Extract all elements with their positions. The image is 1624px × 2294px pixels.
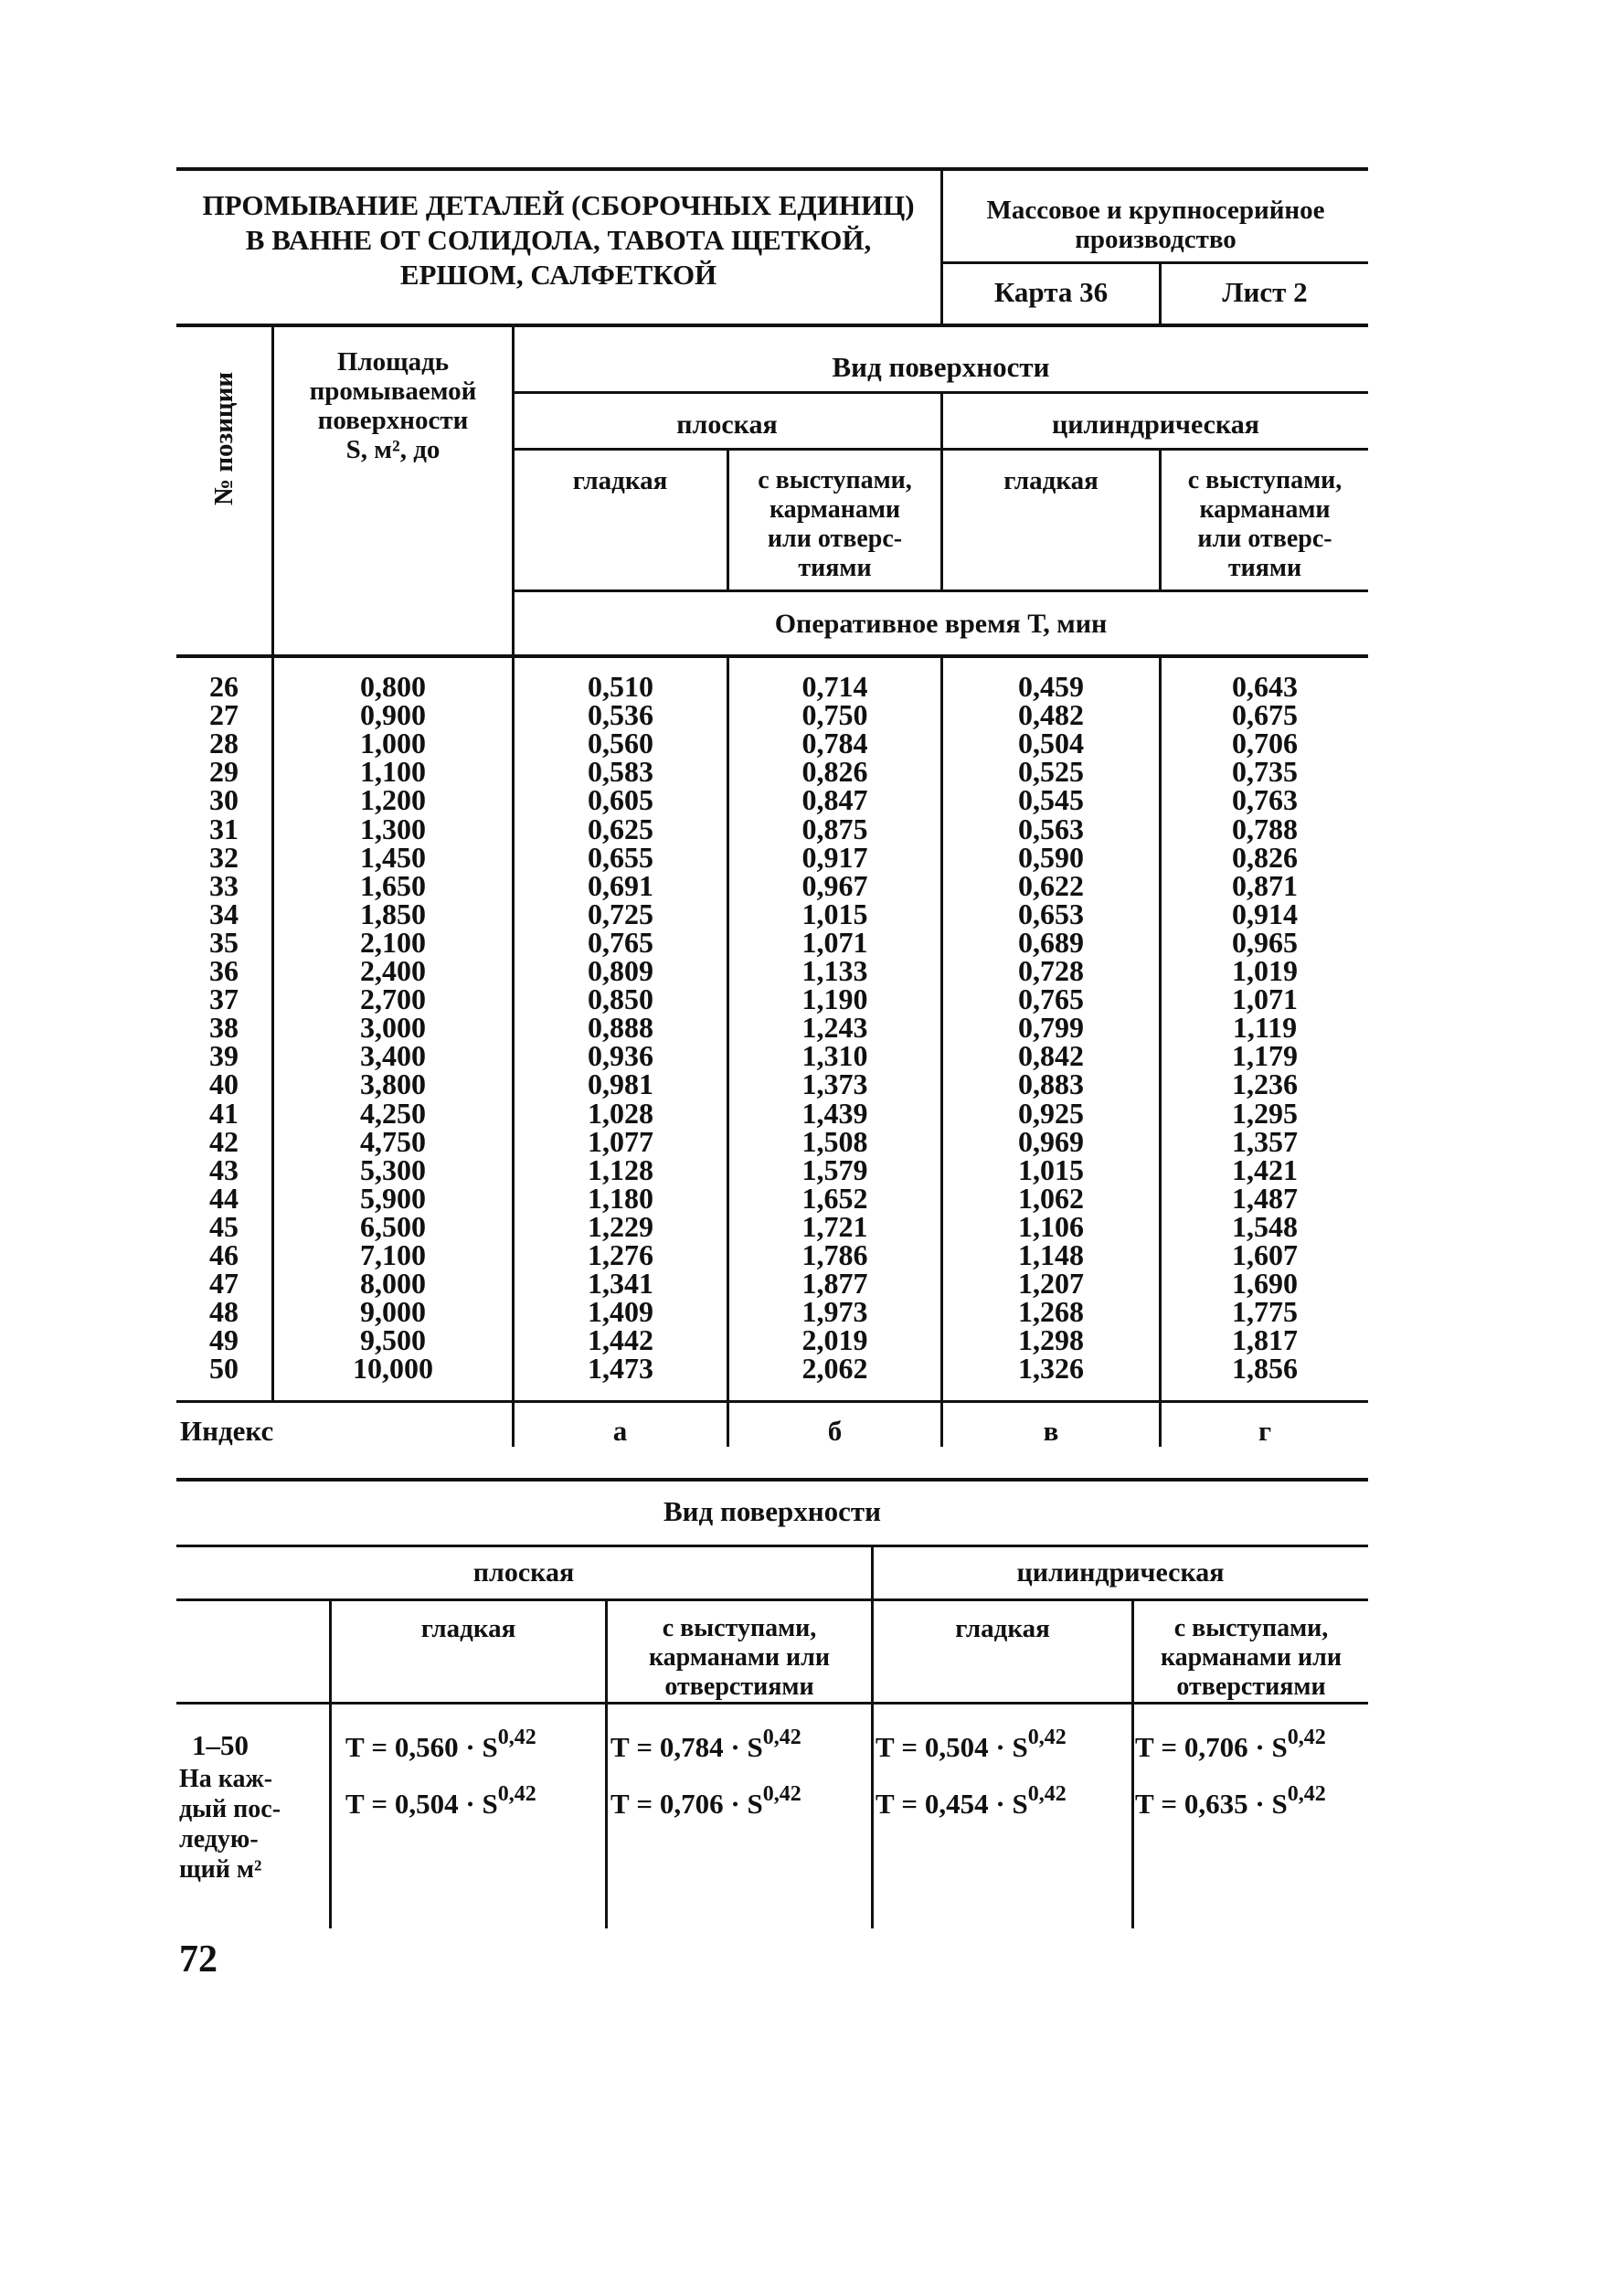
position-cell: 30 [209, 783, 239, 817]
value-a-cell: 0,583 [588, 755, 653, 789]
area-cell: 2,100 [360, 925, 426, 959]
proj-line: или отверс- [1197, 525, 1332, 553]
area-cell: 1,850 [360, 897, 426, 930]
value-v-cell: 0,925 [1018, 1096, 1084, 1130]
value-g-cell: 1,179 [1232, 1039, 1298, 1073]
value-a-cell: 0,981 [588, 1067, 653, 1101]
proj-line: с выступами, [1187, 466, 1343, 494]
value-g-cell: 0,826 [1232, 840, 1298, 874]
formula-exponent: 0,42 [497, 1782, 536, 1806]
value-v-cell: 0,504 [1018, 727, 1084, 760]
value-v-cell: 0,689 [1018, 925, 1084, 959]
value-g-cell: 0,871 [1232, 868, 1298, 902]
formula-variable: S [1271, 1788, 1288, 1820]
area-cell: 1,200 [360, 783, 426, 817]
formula-cyl-smooth: гладкая [955, 1614, 1050, 1643]
proj-line: с выступами, [758, 466, 912, 494]
value-g-cell: 1,690 [1232, 1267, 1298, 1301]
area-cell: 9,500 [360, 1323, 426, 1357]
position-cell: 33 [209, 868, 239, 902]
value-b-cell: 0,714 [801, 670, 868, 703]
formula-cyl-projections [1134, 1614, 1368, 1702]
position-cell: 47 [209, 1267, 239, 1301]
formula-row1-3 [1135, 1726, 1326, 1764]
rule-top [176, 167, 1368, 171]
value-b-cell: 1,133 [801, 954, 868, 987]
area-cell: 1,300 [360, 812, 426, 845]
area-cell: 1,100 [360, 755, 426, 789]
value-v-cell: 1,148 [1018, 1238, 1084, 1271]
formula-surface-type: Вид поверхности [663, 1495, 881, 1527]
formula-prefix: Т = 0,706 · [610, 1788, 748, 1820]
value-a-cell: 1,077 [588, 1124, 653, 1158]
value-a-cell: 0,510 [588, 670, 653, 703]
rule-header-bottom [176, 324, 1368, 327]
formula-prefix: Т = 0,504 · [876, 1731, 1013, 1763]
value-b-cell: 0,847 [801, 783, 868, 817]
value-a-cell: 1,409 [588, 1295, 653, 1329]
area-cell: 7,100 [360, 1238, 426, 1271]
value-a-cell: 1,128 [588, 1152, 653, 1186]
value-b-cell: 1,973 [801, 1295, 868, 1329]
area-cell: 3,800 [360, 1067, 426, 1101]
document-title [176, 188, 940, 292]
position-cell: 26 [209, 670, 239, 703]
value-a-cell: 0,765 [588, 925, 653, 959]
formula-variable: S [482, 1731, 498, 1763]
formula-prefix: Т = 0,504 · [345, 1788, 483, 1820]
flat-projections-header [729, 466, 940, 583]
position-cell: 39 [209, 1039, 239, 1073]
value-b-cell: 0,917 [801, 840, 868, 874]
value-v-cell: 1,015 [1018, 1152, 1084, 1186]
proj-line: карманами или [1160, 1643, 1343, 1672]
position-cell: 31 [209, 812, 239, 845]
position-cell: 35 [209, 925, 239, 959]
value-v-cell: 0,545 [1018, 783, 1084, 817]
position-cell: 41 [209, 1096, 239, 1130]
area-header-line: Площадь [336, 347, 450, 377]
value-g-cell: 1,548 [1232, 1209, 1298, 1243]
position-cell: 27 [209, 698, 239, 732]
value-a-cell: 0,655 [588, 840, 653, 874]
value-g-cell: 1,607 [1232, 1238, 1298, 1271]
position-cell: 40 [209, 1067, 239, 1101]
surface-type-header: Вид поверхности [832, 351, 1050, 383]
value-v-cell: 1,207 [1018, 1267, 1084, 1301]
position-cell: 32 [209, 840, 239, 874]
value-g-cell: 0,965 [1232, 925, 1298, 959]
each-next-line: дый пос- [179, 1795, 281, 1823]
formula-row2-1 [610, 1782, 801, 1821]
value-a-cell: 0,809 [588, 954, 653, 987]
area-cell: 1,650 [360, 868, 426, 902]
each-next-line: щий м² [179, 1855, 262, 1884]
formula-cylindrical: цилиндрическая [1016, 1557, 1225, 1588]
title-line: ПРОМЫВАНИЕ ДЕТАЛЕЙ (СБОРОЧНЫХ ЕДИНИЦ) [202, 189, 915, 221]
value-g-cell: 1,236 [1232, 1067, 1298, 1101]
value-g-cell: 1,421 [1232, 1152, 1298, 1186]
value-g-cell: 1,817 [1232, 1323, 1298, 1357]
value-v-cell: 1,268 [1018, 1295, 1084, 1329]
formula-rule-3 [176, 1598, 1368, 1601]
position-cell: 49 [209, 1323, 239, 1357]
formula-prefix: Т = 0,706 · [1135, 1731, 1272, 1763]
formula-prefix: Т = 0,635 · [1135, 1788, 1272, 1820]
formula-row2-2 [876, 1782, 1067, 1821]
value-g-cell: 0,706 [1232, 727, 1298, 760]
position-cell: 48 [209, 1295, 239, 1329]
proj-line: с выступами, [662, 1614, 817, 1642]
value-a-cell: 0,850 [588, 982, 653, 1016]
formula-col-1 [329, 1601, 332, 1928]
position-cell: 34 [209, 897, 239, 930]
value-g-cell: 0,914 [1232, 897, 1298, 930]
value-b-cell: 1,439 [801, 1096, 868, 1130]
area-cell: 2,400 [360, 954, 426, 987]
value-b-cell: 2,062 [801, 1352, 868, 1386]
value-v-cell: 1,326 [1018, 1352, 1084, 1386]
each-next-line: На каж- [179, 1765, 273, 1793]
index-g: г [1258, 1415, 1272, 1447]
value-a-cell: 1,473 [588, 1352, 653, 1386]
value-b-cell: 0,750 [801, 698, 868, 732]
each-next-line: ледую- [179, 1825, 259, 1853]
formula-exponent: 0,42 [762, 1726, 801, 1749]
formula-variable: S [482, 1788, 498, 1820]
cylindrical-header: цилиндрическая [1051, 409, 1260, 440]
area-cell: 5,900 [360, 1181, 426, 1215]
value-v-cell: 0,728 [1018, 954, 1084, 987]
value-g-cell: 1,487 [1232, 1181, 1298, 1215]
area-header-line: поверхности [317, 406, 469, 435]
proj-line: с выступами, [1173, 1614, 1329, 1642]
index-tick-1 [512, 1403, 515, 1447]
value-b-cell: 1,579 [801, 1152, 868, 1186]
formula-prefix: Т = 0,784 · [610, 1731, 748, 1763]
value-g-cell: 1,775 [1232, 1295, 1298, 1329]
title-line: В ВАННЕ ОТ СОЛИДОЛА, ТАВОТА ЩЕТКОЙ, [245, 224, 872, 256]
area-header-line: S, м², до [345, 435, 440, 464]
value-v-cell: 0,482 [1018, 698, 1084, 732]
cyl-smooth-header: гладкая [1003, 466, 1099, 495]
value-b-cell: 0,875 [801, 812, 868, 845]
production-line: производство [1075, 225, 1237, 254]
area-cell: 1,450 [360, 840, 426, 874]
area-column-header [274, 347, 512, 464]
value-b-cell: 1,015 [801, 897, 868, 930]
formula-flat: плоская [472, 1557, 575, 1588]
title-line: ЕРШОМ, САЛФЕТКОЙ [399, 259, 717, 291]
area-cell: 8,000 [360, 1267, 426, 1301]
value-b-cell: 1,652 [801, 1181, 868, 1215]
value-v-cell: 0,563 [1018, 812, 1084, 845]
value-a-cell: 0,888 [588, 1011, 653, 1045]
area-cell: 1,000 [360, 727, 426, 760]
rule-op-time [514, 589, 1368, 592]
area-cell: 0,900 [360, 698, 426, 732]
value-v-cell: 0,883 [1018, 1067, 1084, 1101]
position-cell: 28 [209, 727, 239, 760]
area-cell: 3,000 [360, 1011, 426, 1045]
formula-variable: S [747, 1731, 763, 1763]
value-b-cell: 1,373 [801, 1067, 868, 1101]
formula-variable: S [747, 1788, 763, 1820]
value-b-cell: 0,826 [801, 755, 868, 789]
value-b-cell: 1,190 [801, 982, 868, 1016]
page-number: 72 [179, 1938, 218, 1981]
proj-line: карманами или [648, 1643, 831, 1672]
index-tick-2 [727, 1403, 729, 1447]
value-v-cell: 0,459 [1018, 670, 1084, 703]
formula-row1-1 [610, 1726, 801, 1764]
index-tick-4 [1159, 1403, 1162, 1447]
card-number: Карта 36 [993, 276, 1109, 308]
rule-body-end [176, 1400, 1368, 1403]
position-cell: 43 [209, 1152, 239, 1186]
position-cell: 37 [209, 982, 239, 1016]
value-v-cell: 1,298 [1018, 1323, 1084, 1357]
value-g-cell: 1,357 [1232, 1124, 1298, 1158]
value-v-cell: 0,525 [1018, 755, 1084, 789]
index-a: а [612, 1415, 628, 1447]
value-b-cell: 0,784 [801, 727, 868, 760]
formula-exponent: 0,42 [1287, 1726, 1326, 1749]
value-v-cell: 0,590 [1018, 840, 1084, 874]
formula-row1-2 [876, 1726, 1067, 1764]
position-cell: 46 [209, 1238, 239, 1271]
value-a-cell: 1,028 [588, 1096, 653, 1130]
value-g-cell: 0,675 [1232, 698, 1298, 732]
formula-variable: S [1012, 1788, 1028, 1820]
formula-exponent: 0,42 [497, 1726, 536, 1749]
formula-col-mid [871, 1547, 874, 1928]
value-a-cell: 0,691 [588, 868, 653, 902]
formula-each-next [179, 1764, 281, 1885]
value-b-cell: 1,508 [801, 1124, 868, 1158]
proj-line: тиями [1227, 554, 1302, 582]
value-g-cell: 1,071 [1232, 982, 1298, 1016]
formula-row1-0 [345, 1726, 536, 1764]
value-g-cell: 1,019 [1232, 954, 1298, 987]
value-a-cell: 0,625 [588, 812, 653, 845]
value-b-cell: 1,310 [801, 1039, 868, 1073]
value-a-cell: 0,536 [588, 698, 653, 732]
value-b-cell: 1,786 [801, 1238, 868, 1271]
value-g-cell: 0,735 [1232, 755, 1298, 789]
operative-time-header: Оперативное время Т, мин [774, 609, 1108, 639]
proj-line: отверстиями [664, 1673, 814, 1701]
value-b-cell: 0,967 [801, 868, 868, 902]
formula-rule-4 [176, 1702, 1368, 1705]
position-column-header: № позиции [209, 371, 239, 506]
proj-line: или отверс- [767, 525, 903, 553]
flat-header: плоская [676, 409, 778, 440]
index-tick-3 [940, 1403, 943, 1447]
formula-flat-smooth: гладкая [420, 1614, 516, 1643]
position-cell: 38 [209, 1011, 239, 1045]
value-a-cell: 1,180 [588, 1181, 653, 1215]
area-cell: 9,000 [360, 1295, 426, 1329]
value-g-cell: 1,119 [1232, 1011, 1298, 1045]
header-divider-horizontal [942, 261, 1368, 264]
area-cell: 10,000 [353, 1352, 433, 1386]
area-header-line: промываемой [309, 377, 477, 406]
index-v: в [1043, 1415, 1059, 1447]
formula-variable: S [1012, 1731, 1028, 1763]
flat-smooth-header: гладкая [572, 466, 668, 495]
position-cell: 29 [209, 755, 239, 789]
position-cell: 42 [209, 1124, 239, 1158]
formula-exponent: 0,42 [762, 1782, 801, 1806]
area-cell: 4,250 [360, 1096, 426, 1130]
proj-line: отверстиями [1176, 1673, 1326, 1701]
value-v-cell: 0,653 [1018, 897, 1084, 930]
value-v-cell: 0,622 [1018, 868, 1084, 902]
value-a-cell: 1,229 [588, 1209, 653, 1243]
formula-variable: S [1271, 1731, 1288, 1763]
value-a-cell: 0,560 [588, 727, 653, 760]
value-v-cell: 1,062 [1018, 1181, 1084, 1215]
formula-rule-top [176, 1478, 1368, 1482]
proj-line: карманами [1199, 495, 1331, 524]
area-cell: 3,400 [360, 1039, 426, 1073]
value-b-cell: 1,243 [801, 1011, 868, 1045]
area-cell: 5,300 [360, 1152, 426, 1186]
proj-line: тиями [798, 554, 872, 582]
value-g-cell: 0,763 [1232, 783, 1298, 817]
value-b-cell: 2,019 [801, 1323, 868, 1357]
rule-flat-cyl [514, 448, 1368, 451]
value-a-cell: 0,605 [588, 783, 653, 817]
area-cell: 0,800 [360, 670, 426, 703]
formula-exponent: 0,42 [1027, 1782, 1067, 1806]
area-cell: 2,700 [360, 982, 426, 1016]
proj-line: карманами [769, 495, 901, 524]
formula-row2-3 [1135, 1782, 1326, 1821]
production-line: Массовое и крупносерийное [986, 196, 1325, 225]
value-b-cell: 1,071 [801, 925, 868, 959]
formula-range: 1–50 [192, 1729, 249, 1761]
formula-prefix: Т = 0,454 · [876, 1788, 1013, 1820]
area-cell: 4,750 [360, 1124, 426, 1158]
value-v-cell: 0,765 [1018, 982, 1084, 1016]
formula-exponent: 0,42 [1027, 1726, 1067, 1749]
sheet-number: Лист 2 [1222, 276, 1308, 308]
value-a-cell: 0,936 [588, 1039, 653, 1073]
area-cell: 6,500 [360, 1209, 426, 1243]
value-b-cell: 1,877 [801, 1267, 868, 1301]
rule-header-end [176, 654, 1368, 658]
position-cell: 50 [209, 1352, 239, 1386]
production-type [943, 196, 1368, 254]
value-g-cell: 1,856 [1232, 1352, 1298, 1386]
value-b-cell: 1,721 [801, 1209, 868, 1243]
value-v-cell: 1,106 [1018, 1209, 1084, 1243]
position-cell: 44 [209, 1181, 239, 1215]
value-v-cell: 0,799 [1018, 1011, 1084, 1045]
formula-row2-0 [345, 1782, 536, 1821]
formula-flat-projections [608, 1614, 871, 1702]
index-label: Индекс [180, 1415, 274, 1447]
value-g-cell: 0,643 [1232, 670, 1298, 703]
position-cell: 45 [209, 1209, 239, 1243]
value-v-cell: 0,969 [1018, 1124, 1084, 1158]
value-a-cell: 1,276 [588, 1238, 653, 1271]
formula-rule-2 [176, 1545, 1368, 1547]
value-g-cell: 1,295 [1232, 1096, 1298, 1130]
cyl-projections-header [1162, 466, 1368, 583]
index-b: б [827, 1415, 843, 1447]
value-a-cell: 1,442 [588, 1323, 653, 1357]
value-a-cell: 0,725 [588, 897, 653, 930]
formula-prefix: Т = 0,560 · [345, 1731, 483, 1763]
value-a-cell: 1,341 [588, 1267, 653, 1301]
position-cell: 36 [209, 954, 239, 987]
value-g-cell: 0,788 [1232, 812, 1298, 845]
formula-exponent: 0,42 [1287, 1782, 1326, 1806]
value-v-cell: 0,842 [1018, 1039, 1084, 1073]
